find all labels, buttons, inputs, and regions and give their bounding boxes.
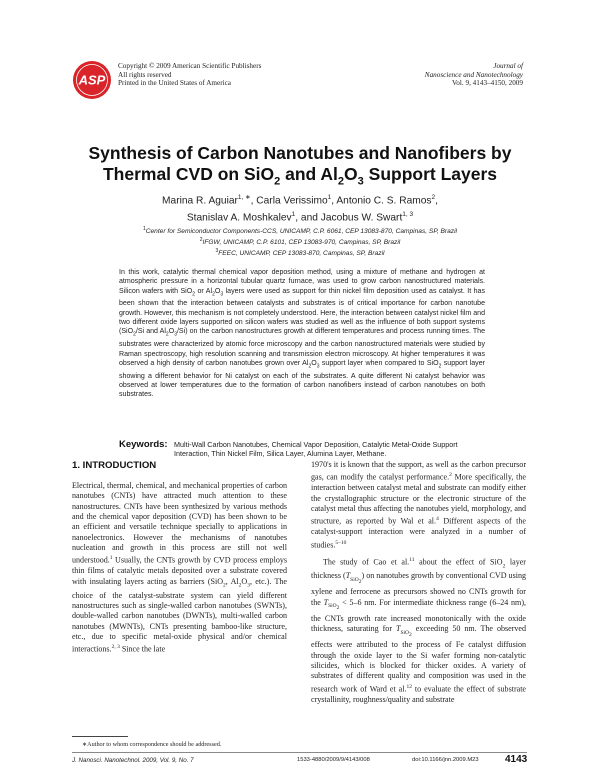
author-list: Marina R. Aguiar$^{1, ∗}$, Carla Verissimo$^1$, Antonio C. S. Ramos$^2$, Stanislav A. Moshkalev$^1$, and Jacobus W. Swart$^{1, 3}$	[162, 194, 438, 224]
journal-name: Nanoscience and Nanotechnology	[424, 70, 523, 79]
paper-title	[60, 143, 540, 193]
right-column	[311, 460, 526, 705]
footnote: ∗Author to whom correspondence should be addressed.	[82, 741, 222, 748]
author: Stanislav A. Moshkalev	[186, 212, 292, 224]
footer-issn: 1533-4880/2009/9/4143/008	[297, 757, 370, 763]
left-column	[72, 481, 287, 655]
journal-of: Journal of	[493, 62, 523, 70]
journal-block	[425, 62, 523, 88]
title-line-1: Synthesis of Carbon Nanotubes and Nanofibers by	[88, 143, 512, 163]
paragraph: The study of Cao et al.$^{11}$ about the effect of SiO$_2$ layer thickness $(T_{SiO_2})$ on nanotubes growth by conventional CVD using xylene and ferrocene as precursors showed no CNTs growth for the $T_{SiO_2} < 5-6$ nm. For intermediate thickness range (6–24 nm), the CNTs growth rate increased monotonically with the oxide thickness, saturating for $T_{SiO_2}$ exceeding 50 nm. The observed effects were attributed to the process of Fe catalyst diffusion through the oxide layer to the Si wafer forming non-catalytic silicides, which is blocked for thicker oxides. A variety of substrates of different quality and composition was used in the research work of Ward et al.$^{12}$ to evaluate the effect of substrate crystallinity, roughness/quality and substrate	[311, 556, 527, 704]
logo-text: ASP	[78, 72, 106, 88]
author: and Jacobus W. Swart	[300, 212, 403, 224]
affiliation: $^1$Center for Semiconductor Components-CCS, UNICAMP, C.P. 6061, CEP 13083-870, Campinas, SP, Brazil	[142, 226, 458, 236]
page-number: 4143	[505, 754, 528, 765]
keywords-text: Multi-Wall Carbon Nanotubes, Chemical Vapor Deposition, Catalytic Metal-Oxide Support Interaction, Thin Nickel Film, Silica Layer, Alumina Layer, Methane.	[174, 440, 458, 459]
copyright-block	[118, 62, 261, 88]
copyright-line: Copyright © 2009 American Scientific Publishers	[118, 62, 262, 70]
author: Carla Verissimo	[256, 195, 328, 207]
printed-line: Printed in the United States of America	[118, 79, 231, 88]
paragraph: Electrical, thermal, chemical, and mechanical properties of carbon nanotubes (CNTs) have attracted much attention to these nanostructures. CNTs have been synthesized by various methods and the chemical vapor deposition (CVD) has been shown to be an efficient and versatile technique specially to applications in nanoelectronics. However the mechanisms of nanotubes nucleation and growth in this process are still not well understood.$^1$ Usually, the CNTs growth by CVD process employs thin films of catalytic metals deposited over a substrate covered with insulating layers acting as barriers (SiO$_2$, $Al_2O_3$, etc.). The choice of the catalyst-substrate system can yield different nanostructures such as single-walled carbon nanotubes (SWNTs), double-walled carbon nanotubes (DWNTs), multi-walled carbon nanotubes (MWNTs), CNTs presenting bamboo-like structure, etc., due to specific metal-oxide physical and/or chemical interactions.$^{2, 3}$ Since the late	[72, 481, 287, 655]
section-heading: 1. INTRODUCTION	[72, 460, 157, 471]
affiliations	[60, 225, 540, 259]
abstract: In this work, catalytic thermal chemical vapor deposition method, using a mixture of methane and hydrogen at atmospheric pressure in a horizontal tubular quartz furnace, was used to grow carbon nanostructured materials. Silicon wafers with SiO$_2$ or $Al_2O_3$ layers were used as support for thin nickel film deposition used as catalyst. It has been shown that the interaction between catalysts and substrates is of critical importance for carbon nanotube growth. However, this mechanism is not completely understood. Here, the interaction between catalyst nickel film and two different oxide layers supported on silicon wafers was studied as well as the influence of both support systems (SiO$_2$/Si and $Al_2O_3/Si$) on the carbon nanostructures growth at different temperatures and process running times. The substrates were characterized by atomic force microscopy and the carbon nanostructured materials were studied by Raman spectroscopy, high resolution scanning and transmission electron microscopy. At higher temperatures it was observed a high density of carbon nanotubes grown over $Al_2O_3$ support layer when compared to SiO$_2$ support layer showing a different behavior for Ni catalyst on each of the substrates. A quite different Ni catalyst behavior was observed at lower temperatures due to the formation of carbon nanofibers instead of carbon nanotubes on both substrates.	[119, 269, 485, 399]
rights-line: All rights reserved	[118, 70, 172, 79]
footnote-rule	[72, 736, 128, 737]
keywords-label: Keywords:	[119, 439, 168, 450]
affiliation: $^2$IFGW, UNICAMP, C.P. 6101, CEP 13083-970, Campinas, SP, Brazil	[199, 237, 401, 247]
journal-volume: Vol. 9, 4143–4150, 2009	[452, 79, 523, 88]
title-line-2: Thermal CVD on SiO$_2$ and $Al_2O_3$ Support Layers	[102, 164, 498, 188]
paragraph: 1970's it is known that the support, as well as the carbon precursor gas, can modify the catalyst performance.$^2$ More specifically, the interaction between catalyst metal and substrate can modify either the crystallographic structure or the electronic structure of the catalyst metal thus affecting the nanotubes yield, morphology, and structure, as reported by Wal et al.$^4$ Different aspects of the catalyst-support interaction were analyzed in a number of studies.$^{5-10}$	[311, 460, 526, 550]
asp-logo	[72, 60, 112, 100]
affiliation: $^3$FEEC, UNICAMP, CEP 13083-870, Campinas, SP, Brazil	[215, 248, 385, 258]
author: Antonio C. S. Ramos	[336, 195, 432, 207]
footer-rule	[72, 752, 527, 753]
author: Marina R. Aguiar	[162, 195, 238, 207]
footer-journal: J. Nanosci. Nanotechnol. 2009, Vol. 9, No. 7	[72, 757, 194, 764]
footer-doi: doi:10.1166/jnn.2009.M23	[412, 757, 479, 763]
